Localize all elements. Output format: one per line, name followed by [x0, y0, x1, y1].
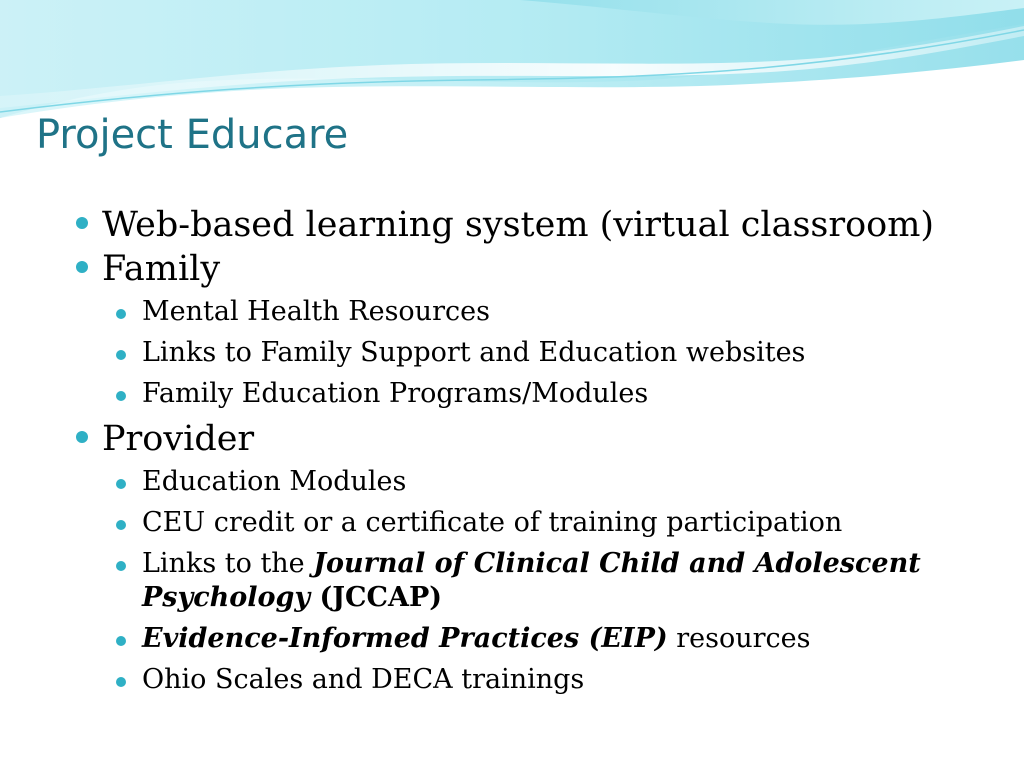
bullet-text: Family: [102, 249, 221, 289]
sub-bullet-text: Family Education Programs/Modules: [142, 378, 649, 409]
sub-bullet-dot-icon: [116, 479, 126, 489]
sub-bullet-dot-icon: [116, 309, 126, 319]
sub-bullet-education-modules: [102, 465, 990, 499]
sub-bullet-jccap-link: [102, 547, 990, 615]
sub-bullet-text: Education Modules: [142, 466, 407, 497]
bullet-item-web-learning: [70, 203, 990, 247]
header-wave-decoration: [0, 0, 1024, 120]
sub-bullet-text: [142, 622, 990, 656]
sub-bullet-family-programs: [102, 377, 990, 411]
journal-link-prefix: Links to the: [142, 548, 314, 579]
sub-bullet-dot-icon: [116, 677, 126, 687]
sub-bullet-dot-icon: [116, 350, 126, 360]
sub-bullet-dot-icon: [116, 561, 126, 571]
bullet-text: Provider: [102, 419, 255, 459]
sub-bullet-text: Links to Family Support and Education websites: [142, 337, 806, 368]
sub-bullet-dot-icon: [116, 520, 126, 530]
eip-suffix: resources: [667, 623, 811, 654]
slide-title: Project Educare: [36, 112, 349, 158]
sub-bullet-eip-resources: [102, 622, 990, 656]
sub-bullet-text: [142, 547, 990, 615]
sub-bullet-text: CEU credit or a certificate of training participation: [142, 507, 843, 538]
bullet-text: Web-based learning system (virtual classroom): [102, 205, 935, 245]
bullet-list: [70, 203, 990, 697]
bullet-dot-icon: [76, 261, 88, 273]
eip-emphasis: Evidence-Informed Practices (EIP): [142, 623, 668, 654]
journal-title: Journal of Clinical Child and Adolescent Psychology: [142, 548, 921, 613]
bullet-dot-icon: [76, 431, 88, 443]
sub-bullet-ohio-scales: [102, 663, 990, 697]
sub-bullet-dot-icon: [116, 391, 126, 401]
journal-abbreviation: (JCCAP): [310, 582, 443, 613]
bullet-item-family: [70, 247, 990, 291]
sub-bullet-dot-icon: [116, 636, 126, 646]
sub-bullet-text: Mental Health Resources: [142, 296, 490, 327]
sub-bullet-ceu-credit: [102, 506, 990, 540]
sub-bullet-mental-health: [102, 295, 990, 329]
sub-bullet-family-support-links: [102, 336, 990, 370]
bullet-dot-icon: [76, 217, 88, 229]
sub-bullet-text: Ohio Scales and DECA trainings: [142, 664, 585, 695]
bullet-item-provider: [70, 417, 990, 461]
